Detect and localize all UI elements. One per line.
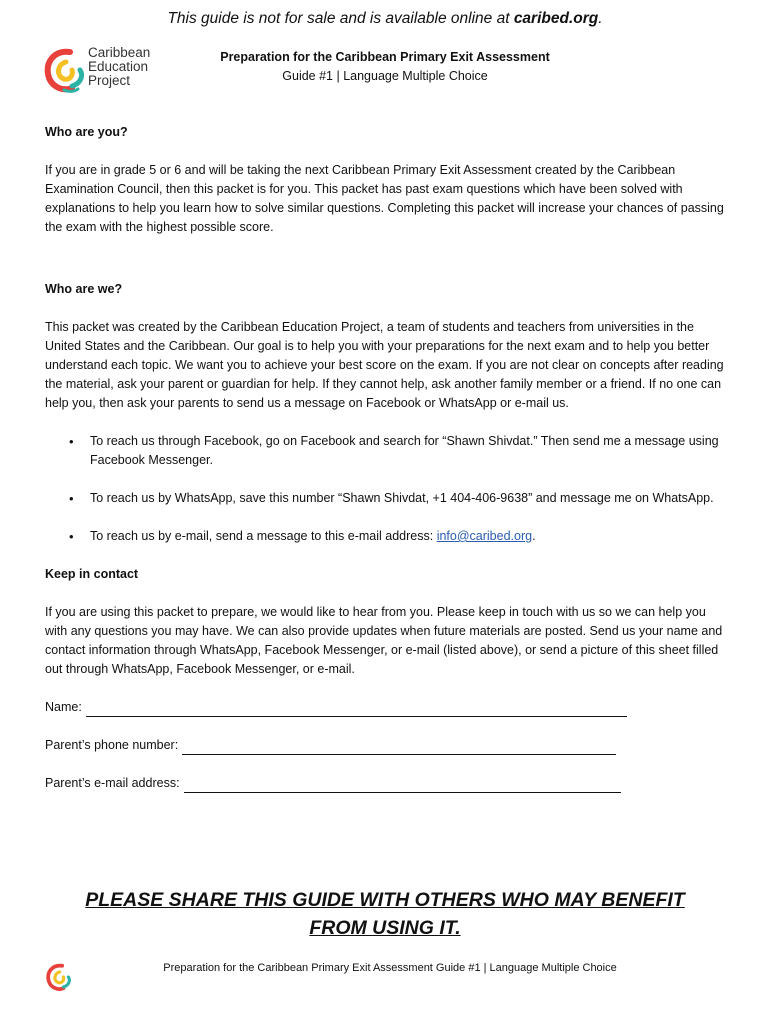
banner-link[interactable]: caribed.org	[513, 10, 599, 27]
contact-methods-list	[45, 432, 727, 546]
list-item-email	[45, 527, 727, 546]
share-line-1: PLEASE SHARE THIS GUIDE WITH OTHERS WHO MAY BENEFIT	[85, 889, 685, 911]
logo-swirl-icon	[44, 46, 86, 94]
paragraph-keep-in-contact: If you are using this packet to prepare, we would like to hear from you. Please keep in touch with us so we can help you with any questions you may have. We can also provide updates when future materials are posted. Send us your name and contact information through WhatsApp, Facebook Messenger, or e-mail (listed above), or send a picture of this sheet filled out through WhatsApp, Facebook Messenger, or e-mail.	[45, 605, 723, 676]
banner-prefix: This guide is not for sale and is available online at	[167, 10, 514, 27]
logo-line-2: Education	[88, 59, 149, 74]
banner-suffix: .	[598, 10, 603, 27]
logo-line-3: Project	[88, 73, 131, 88]
email-bullet-prefix: To reach us by e-mail, send a message to this e-mail address:	[90, 529, 437, 543]
phone-field[interactable]	[45, 736, 727, 755]
availability-banner	[0, 10, 770, 28]
email-address-label: Parent’s e-mail address:	[45, 776, 180, 790]
heading-who-are-we: Who are we?	[45, 282, 123, 296]
page-footer: Preparation for the Caribbean Primary Exit Assessment Guide #1 | Language Multiple Choice	[163, 962, 617, 974]
logo-line-1: Caribbean	[88, 45, 151, 60]
phone-label: Parent’s phone number:	[45, 738, 179, 752]
email-blank-line[interactable]	[184, 779, 621, 793]
document-body	[45, 118, 727, 812]
caribbean-education-project-logo	[44, 46, 174, 96]
phone-blank-line[interactable]	[182, 741, 616, 755]
name-blank-line[interactable]	[86, 703, 627, 717]
email-address-field[interactable]	[45, 774, 727, 793]
name-field[interactable]	[45, 698, 727, 717]
list-item-whatsapp: • To reach us by WhatsApp, save this number “Shawn Shivdat, +1 404-406-9638” and message me on WhatsApp.	[45, 489, 727, 508]
share-call-to-action	[0, 886, 770, 942]
paragraph-who-are-you: If you are in grade 5 or 6 and will be taking the next Caribbean Primary Exit Assessment created by the Caribbean Examination Council, then this packet is for you. This packet has past exam questions which have been solved with explanations to help you learn how to solve similar questions. Completing this packet will increase your chances of passing the exam with the highest possible score.	[45, 163, 724, 234]
heading-keep-in-contact: Keep in contact	[45, 567, 139, 581]
document-title: Preparation for the Caribbean Primary Exit Assessment	[220, 50, 550, 64]
heading-who-are-you: Who are you?	[45, 125, 128, 139]
name-label: Name:	[45, 700, 82, 714]
footer-logo-icon	[44, 962, 74, 992]
list-item-facebook: • To reach us through Facebook, go on Facebook and search for “Shawn Shivdat.” Then send me a message using Facebook Messenger.	[45, 432, 727, 470]
document-subtitle: Guide #1 | Language Multiple Choice	[282, 69, 488, 83]
paragraph-who-are-we: This packet was created by the Caribbean Education Project, a team of students and teachers from universities in the United States and the Caribbean. Our goal is to help you with your preparations for the next exam and to help you better understand each topic. We want you to achieve your best score on the exam. If you are not clear on concepts after reading the material, ask your parent or guardian for help. If they cannot help, ask another family member or a friend. If no one can help you, then ask your parents to send us a message on Facebook or WhatsApp or e-mail us.	[45, 320, 724, 410]
email-bullet-suffix: .	[532, 529, 536, 543]
email-link[interactable]: info@caribed.org	[436, 529, 533, 543]
share-line-2: FROM USING IT.	[309, 917, 461, 939]
logo-wordmark	[88, 46, 150, 88]
